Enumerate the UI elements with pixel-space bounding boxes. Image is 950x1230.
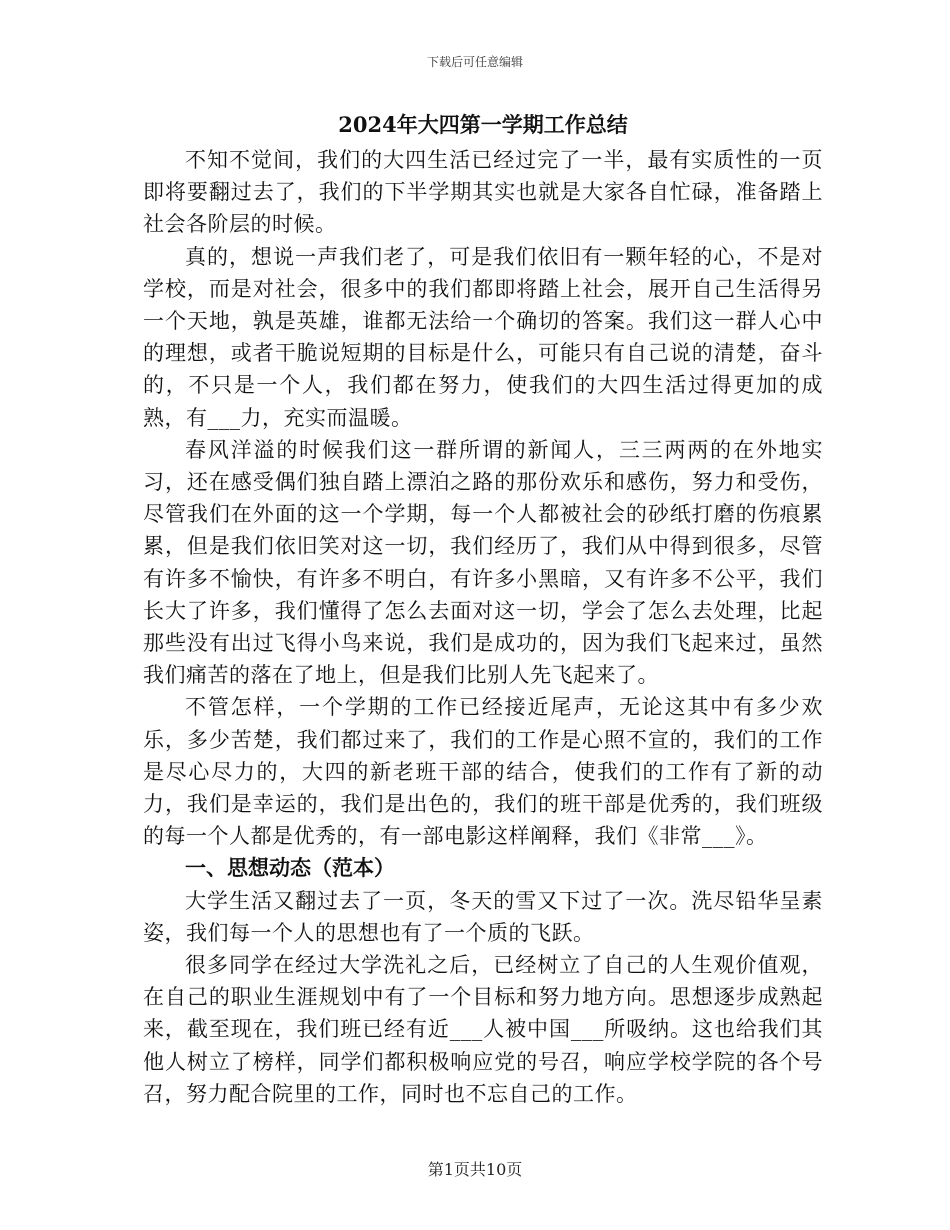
paragraph-2: 真的，想说一声我们老了，可是我们依旧有一颗年轻的心，不是对学校，而是对社会，很多中的我们都即将踏上社会，展开自己生活得另一个天地，孰是英雄，谁都无法给一个确切的答案。我们这一群人心中的理想，或者干脆说短期的目标是什么，可能只有自己说的清楚，奋斗的，不只是一个人，我们都在努力，使我们的大四生活过得更加的成熟，有___力，充实而温暖。 <box>143 244 823 430</box>
section-heading: 一、思想动态（范本） <box>185 855 395 881</box>
section-paragraph-2: 很多同学在经过大学洗礼之后，已经树立了自己的人生观价值观，在自己的职业生涯规划中有了一个目标和努力地方向。思想逐步成熟起来，截至现在，我们班已经有近___人被中国___所吸纳。这也给我们其他人树立了榜样，同学们都积极响应党的号召，响应学校学院的各个号召，努力配合院里的工作，同时也不忘自己的工作。 <box>143 953 823 1106</box>
document-body <box>143 108 823 1110</box>
paragraph-3: 春风洋溢的时候我们这一群所谓的新闻人，三三两两的在外地实习，还在感受偶们独自踏上漂泊之路的那份欢乐和感伤，努力和受伤，尽管我们在外面的这一个学期，每一个人都被社会的砂纸打磨的伤痕累累，但是我们依旧笑对这一切，我们经历了，我们从中得到很多，尽管有许多不愉快，有许多不明白，有许多小黑暗，又有许多不公平，我们长大了许多，我们懂得了怎么去面对这一切，学会了怎么去处理，比起那些没有出过飞得小鸟来说，我们是成功的，因为我们飞起来过，虽然我们痛苦的落在了地上，但是我们比别人先飞起来了。 <box>143 437 823 688</box>
document-title: 2024年大四第一学期工作总结 <box>338 112 628 137</box>
paragraph-1: 不知不觉间，我们的大四生活已经过完了一半，最有实质性的一页即将要翻过去了，我们的下半学期其实也就是大家各自忙碌，准备踏上社会各阶层的时候。 <box>143 148 823 237</box>
paragraph-4: 不管怎样，一个学期的工作已经接近尾声，无论这其中有多少欢乐，多少苦楚，我们都过来了，我们的工作是心照不宣的，我们的工作是尽心尽力的，大四的新老班干部的结合，使我们的工作有了新的动力，我们是幸运的，我们是出色的，我们的班干部是优秀的，我们班级的每一个人都是优秀的，有一部电影这样阐释，我们《非常___》。 <box>143 695 823 849</box>
header-note: 下载后可任意编辑 <box>426 55 523 69</box>
page-number: 第1页共10页 <box>427 1160 523 1179</box>
section-paragraph-1: 大学生活又翻过去了一页，冬天的雪又下过了一次。洗尽铅华呈素姿，我们每一个人的思想也有了一个质的飞跃。 <box>143 888 823 945</box>
